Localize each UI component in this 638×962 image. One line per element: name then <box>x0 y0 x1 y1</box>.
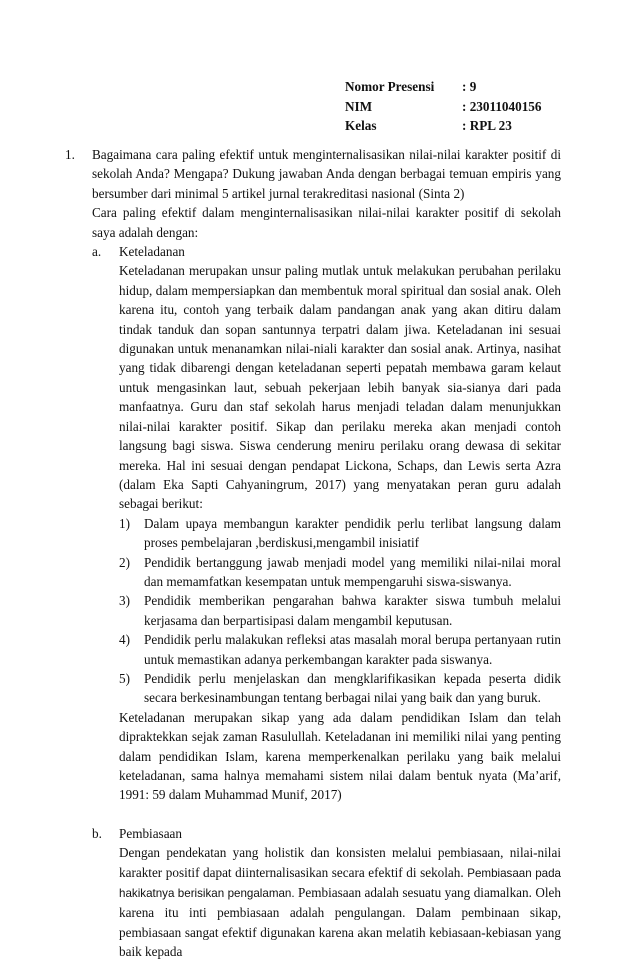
list-number: 2) <box>119 554 130 570</box>
paragraph: Keteladanan merupakan sikap yang ada dalam pendidikan Islam dan telah dipraktekkan sejak zaman Rasulullah. Keteladanan ini memiliki nilai yang penting dalam pendidikan Islam, karena memperkenalkan perilaku yang baik melalui keteladanan, sama halnya memahami sistem nilai dalam bentuk nyata (Ma’arif, 1991: 59 dalam Muhammad Munif, 2017) <box>119 709 561 803</box>
list-text: Pendidik memberikan pengarahan bahwa karakter siswa tumbuh melalui kerjasama dan berpartisipasi dalam mengambil keputusan. <box>144 593 561 628</box>
list-text: Pendidik perlu malakukan refleksi atas masalah moral berupa pertanyaan rutin untuk memastikan adanya perkembangan karakter pada siswanya. <box>144 632 561 667</box>
subsection-b-heading <box>92 824 561 843</box>
student-info <box>345 77 542 136</box>
list-number: 1) <box>119 515 130 531</box>
subsection-label: b. <box>92 825 102 841</box>
question-number: 1. <box>65 147 75 162</box>
question-section <box>65 145 565 962</box>
subsection-title: Keteladanan <box>119 244 185 260</box>
subsection-a-heading <box>92 242 561 261</box>
info-value: : RPL 23 <box>462 118 512 133</box>
paragraph-text-sans: Pembiasaan pada hakikatnya berisikan pengalaman. <box>119 866 561 901</box>
paragraph <box>119 843 561 961</box>
paragraph: Keteladanan merupakan unsur paling mutlak untuk melakukan perubahan perilaku hidup, dalam mempersiapkan dan membentuk moral spiritual dan sosial anak. Oleh karena itu, contoh yang terbaik dalam pandangan anak yang akan ditiru dalam tindak tanduk dan sopan santunnya terpatri dalam jiwa. Keteladanan ini sesuai digunakan untuk menanamkan nilai-niali karakter dan sosial anak. Artinya, nasihat yang tidak dibarengi dengan keteladanan seperti pepatah membawa garam kelaut untuk mengasinkan laut, sebuah pekerjaan lebih banyak sia-sianya dari pada manfaatnya. Guru dan staf sekolah harus menjadi teladan dalam menunjukkan nilai-nilai karakter positif. Sikap dan perilaku mereka akan menjadi contoh langsung bagi siswa. Siswa cenderung meniru perilaku orang dewasa di sekitar mereka. Hal ini sesuai dengan pendapat Lickona, Schaps, dan Lewis serta Azra (dalam Eka Sapti Cahyaningrum, 2017) yang menyatakan peran guru adalah sebagai berikut: <box>119 263 561 512</box>
list-text: Pendidik perlu menjelaskan dan mengklarifikasikan kepada peserta didik secara berkesinambungan tentang berbagai nilai yang baik dan yang buruk. <box>144 670 561 706</box>
list-item <box>119 669 561 708</box>
subsection-b-body <box>119 843 561 961</box>
list-text: Pendidik bertanggung jawab menjadi model yang memiliki nilai-nilai moral dan memamfatkan kesempatan untuk mempengaruhi siswa-siswanya. <box>144 554 561 589</box>
teacher-roles-list <box>119 514 561 708</box>
answer-intro: Cara paling efektif dalam menginternalisasikan nilai-nilai karakter positif di sekolah saya adalah dengan: <box>92 205 561 240</box>
list-item <box>119 630 561 669</box>
list-item <box>119 553 561 592</box>
paragraph-text-start: Dengan pendekatan yang holistik dan konsisten melalui pembiasaan, nilai-nilai karakter positif dapat diinternalisasikan secara efektif di sekolah. <box>119 845 561 880</box>
list-item <box>119 514 561 553</box>
spacer <box>92 805 561 824</box>
paragraph-text-end: Pembiasaan adalah sesuatu yang diamalkan. Oleh karena itu inti pembiasaan adalah pengulangan. Dalam pembinaan sikap, pembiasaan sangat efektif digunakan karena akan melatih kebiasaan-kebiasan yang baik kepada <box>119 885 561 960</box>
subsection-title: Pembiasaan <box>119 825 182 841</box>
info-label: NIM <box>345 98 373 114</box>
question-text: Bagaimana cara paling efektif untuk menginternalisasikan nilai-nilai karakter positif di sekolah Anda? Mengapa? Dukung jawaban Anda dengan berbagai temuan empiris yang bersumber dari minimal 5 artikel jurnal terakreditasi nasional (Sinta 2) <box>92 147 561 201</box>
list-number: 4) <box>119 632 130 648</box>
info-row-presensi <box>345 77 542 97</box>
list-text: Dalam upaya membangun karakter pendidik perlu terlibat langsung dalam proses pembelajaran ,berdiskusi,mengambil inisiatif <box>144 515 561 551</box>
info-row-nim <box>345 97 542 117</box>
subsection-label: a. <box>92 244 102 260</box>
info-row-kelas <box>345 116 542 136</box>
info-label: Nomor Presensi <box>345 79 435 94</box>
info-label: Kelas <box>345 118 377 133</box>
list-number: 5) <box>119 670 130 686</box>
subsection-a-body <box>119 261 561 804</box>
info-value: : 23011040156 <box>462 98 542 114</box>
info-value: : 9 <box>462 79 477 94</box>
list-item <box>119 591 561 630</box>
list-number: 3) <box>119 593 130 609</box>
question-1 <box>65 145 565 962</box>
